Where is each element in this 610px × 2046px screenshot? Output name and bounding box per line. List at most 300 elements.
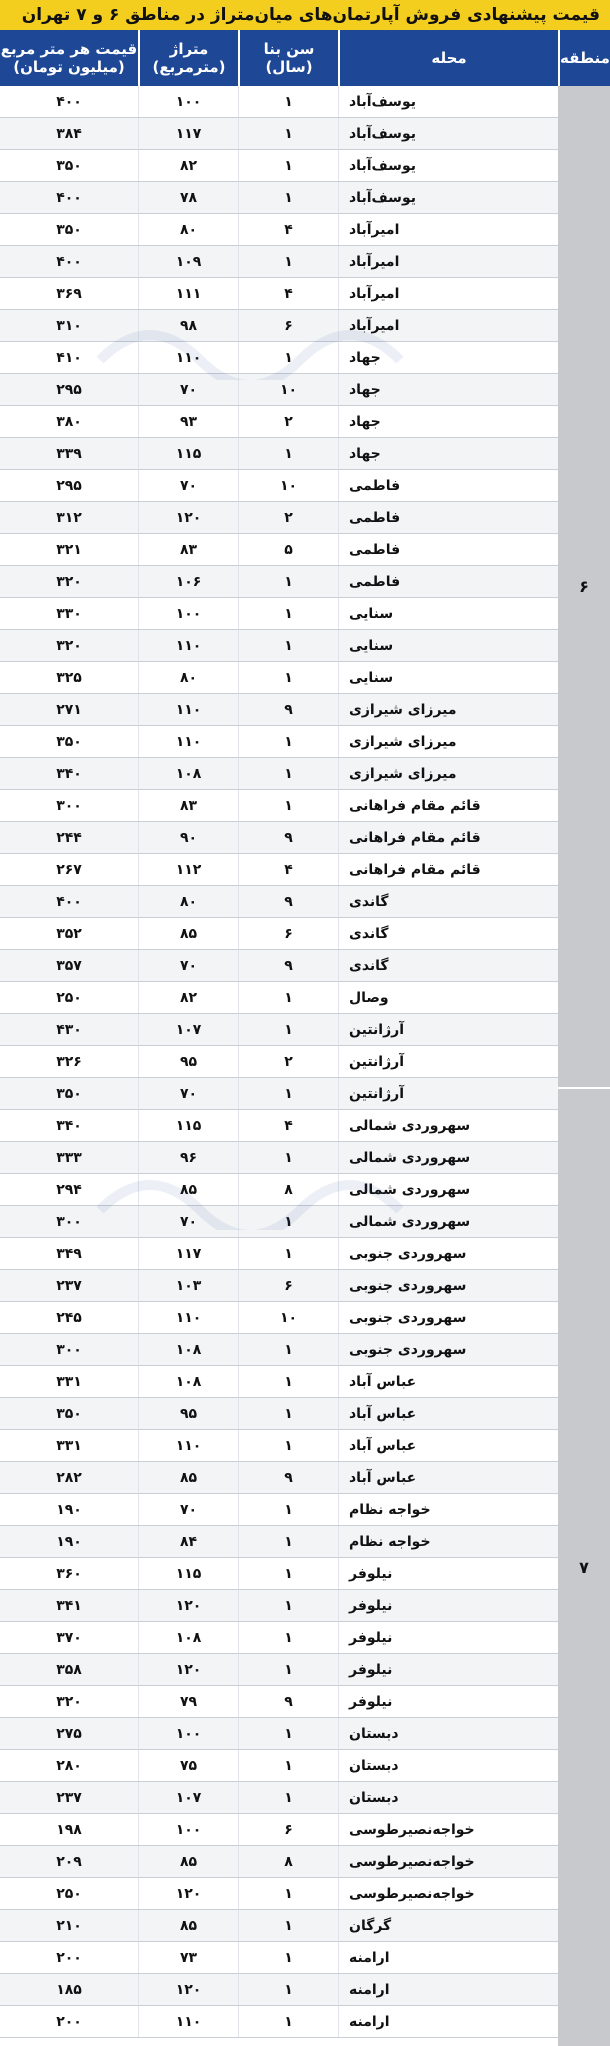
table-row	[0, 1206, 558, 1238]
building-age-cell: ۱	[238, 1590, 338, 1621]
price-cell: ۱۹۰	[56, 1501, 82, 1518]
building-age-cell: ۹	[238, 694, 338, 725]
price-cell: ۳۵۸	[56, 1661, 82, 1678]
neighborhood-cell: آرژانتین	[338, 1014, 558, 1045]
table-row	[0, 822, 558, 854]
price-cell: ۳۳۱	[56, 1437, 82, 1454]
table-row	[0, 1526, 558, 1558]
building-age-cell: ۴	[238, 278, 338, 309]
area-cell: ۱۰۸	[138, 758, 238, 789]
table-row	[0, 1494, 558, 1526]
table-row	[0, 1174, 558, 1206]
price-cell: ۲۶۷	[56, 861, 82, 878]
area-cell: ۱۰۶	[138, 566, 238, 597]
building-age-cell: ۱	[238, 982, 338, 1013]
building-age-cell: ۴	[238, 1110, 338, 1141]
price-cell: ۳۶۹	[56, 285, 82, 302]
neighborhood-cell: یوسف‌آباد	[338, 86, 558, 117]
table-row	[0, 86, 558, 118]
area-cell: ۱۰۰	[138, 1814, 238, 1845]
table-row	[0, 1078, 558, 1110]
area-cell: ۷۰	[138, 470, 238, 501]
building-age-cell: ۱	[238, 1782, 338, 1813]
area-cell: ۸۳	[138, 534, 238, 565]
neighborhood-cell: سنایی	[338, 662, 558, 693]
area-cell: ۱۱۱	[138, 278, 238, 309]
price-cell: ۲۳۷	[56, 1789, 82, 1806]
area-cell: ۸۵	[138, 1462, 238, 1493]
table-row	[0, 1590, 558, 1622]
neighborhood-cell: نیلوفر	[338, 1654, 558, 1685]
neighborhood-cell: گاندی	[338, 886, 558, 917]
building-age-cell: ۱۰	[238, 374, 338, 405]
table-row	[0, 630, 558, 662]
building-age-cell: ۹	[238, 886, 338, 917]
table-row	[0, 758, 558, 790]
neighborhood-cell: سهروردی جنوبی	[338, 1238, 558, 1269]
price-cell: ۳۵۰	[56, 733, 82, 750]
building-age-cell: ۱	[238, 630, 338, 661]
neighborhood-cell: یوسف‌آباد	[338, 118, 558, 149]
neighborhood-cell: نیلوفر	[338, 1622, 558, 1653]
neighborhood-cell: قائم مقام فراهانی	[338, 854, 558, 885]
price-cell: ۲۸۲	[56, 1469, 82, 1486]
area-cell: ۷۰	[138, 1206, 238, 1237]
neighborhood-cell: گرگان	[338, 1910, 558, 1941]
table-row	[0, 278, 558, 310]
table-row	[0, 1910, 558, 1942]
table-row	[0, 566, 558, 598]
neighborhood-cell: نیلوفر	[338, 1686, 558, 1717]
area-cell: ۸۰	[138, 886, 238, 917]
table-body	[0, 86, 610, 2046]
price-cell: ۳۵۰	[56, 157, 82, 174]
table-row	[0, 950, 558, 982]
area-cell: ۸۳	[138, 790, 238, 821]
area-cell: ۱۰۳	[138, 1270, 238, 1301]
table-row	[0, 662, 558, 694]
price-cell: ۳۲۵	[56, 669, 82, 686]
building-age-cell: ۱	[238, 1334, 338, 1365]
neighborhood-cell: سهروردی شمالی	[338, 1110, 558, 1141]
building-age-cell: ۹	[238, 950, 338, 981]
area-cell: ۱۱۰	[138, 694, 238, 725]
neighborhood-cell: میرزای شیرازی	[338, 726, 558, 757]
price-cell: ۳۲۶	[56, 1053, 82, 1070]
table-row	[0, 1718, 558, 1750]
neighborhood-cell: دبستان	[338, 1718, 558, 1749]
building-age-cell: ۱	[238, 1718, 338, 1749]
area-cell: ۱۱۵	[138, 1110, 238, 1141]
building-age-cell: ۱	[238, 790, 338, 821]
table-header	[0, 30, 610, 86]
area-cell: ۱۱۰	[138, 1430, 238, 1461]
neighborhood-cell: خواجه‌نصیرطوسی	[338, 1878, 558, 1909]
neighborhood-cell: آرژانتین	[338, 1078, 558, 1109]
price-cell: ۲۸۰	[56, 1757, 82, 1774]
area-cell: ۷۰	[138, 950, 238, 981]
price-cell: ۴۳۰	[56, 1021, 82, 1038]
table-row	[0, 1430, 558, 1462]
building-age-cell: ۴	[238, 214, 338, 245]
area-cell: ۱۲۰	[138, 1654, 238, 1685]
price-cell: ۳۵۷	[56, 957, 82, 974]
price-cell: ۳۴۹	[56, 1245, 82, 1262]
building-age-cell: ۸	[238, 1174, 338, 1205]
price-cell: ۱۹۰	[56, 1533, 82, 1550]
table-row	[0, 1558, 558, 1590]
area-cell: ۱۱۰	[138, 630, 238, 661]
neighborhood-cell: فاطمی	[338, 534, 558, 565]
neighborhood-cell: سهروردی شمالی	[338, 1206, 558, 1237]
building-age-cell: ۱	[238, 1558, 338, 1589]
price-cell: ۲۹۵	[56, 381, 82, 398]
area-cell: ۱۰۰	[138, 1718, 238, 1749]
building-age-cell: ۱	[238, 1366, 338, 1397]
building-age-cell: ۱	[238, 342, 338, 373]
table-row	[0, 1782, 558, 1814]
neighborhood-cell: فاطمی	[338, 566, 558, 597]
building-age-cell: ۱	[238, 1942, 338, 1973]
building-age-cell: ۱	[238, 2006, 338, 2037]
region-6-cell: ۶	[558, 86, 610, 1089]
building-age-cell: ۱	[238, 1878, 338, 1909]
area-cell: ۸۲	[138, 150, 238, 181]
neighborhood-cell: عباس آباد	[338, 1430, 558, 1461]
price-cell: ۳۴۰	[56, 1117, 82, 1134]
area-cell: ۱۰۷	[138, 1782, 238, 1813]
neighborhood-cell: فاطمی	[338, 470, 558, 501]
table-row	[0, 1878, 558, 1910]
price-cell: ۳۰۰	[56, 1213, 82, 1230]
table-row	[0, 982, 558, 1014]
page-title: قیمت پیشنهادی فروش آپارتمان‌های میان‌متراژ در مناطق ۶ و ۷ تهران	[0, 0, 610, 30]
price-cell: ۴۰۰	[56, 893, 82, 910]
building-age-cell: ۱	[238, 1398, 338, 1429]
area-cell: ۱۱۷	[138, 118, 238, 149]
building-age-cell: ۱	[238, 726, 338, 757]
building-age-cell: ۱	[238, 1494, 338, 1525]
neighborhood-cell: جهاد	[338, 342, 558, 373]
building-age-cell: ۱	[238, 1014, 338, 1045]
table-row	[0, 1110, 558, 1142]
building-age-cell: ۶	[238, 1270, 338, 1301]
price-cell: ۲۴۵	[56, 1309, 82, 1326]
price-cell: ۳۷۰	[56, 1629, 82, 1646]
neighborhood-cell: دبستان	[338, 1782, 558, 1813]
price-cell: ۳۲۰	[56, 637, 82, 654]
building-age-cell: ۵	[238, 534, 338, 565]
building-age-cell: ۱	[238, 1430, 338, 1461]
building-age-cell: ۱	[238, 1526, 338, 1557]
table-row	[0, 854, 558, 886]
neighborhood-cell: عباس آباد	[338, 1366, 558, 1397]
table-row	[0, 534, 558, 566]
price-cell: ۲۹۵	[56, 477, 82, 494]
area-cell: ۱۱۰	[138, 2006, 238, 2037]
table-row	[0, 1366, 558, 1398]
area-cell: ۱۰۷	[138, 1014, 238, 1045]
price-cell: ۳۰۰	[56, 797, 82, 814]
area-cell: ۷۰	[138, 1078, 238, 1109]
area-cell: ۱۱۰	[138, 1302, 238, 1333]
table-row	[0, 790, 558, 822]
neighborhood-cell: جهاد	[338, 374, 558, 405]
neighborhood-cell: خواجه نظام	[338, 1526, 558, 1557]
price-cell: ۱۹۸	[56, 1821, 82, 1838]
area-cell: ۱۰۹	[138, 246, 238, 277]
neighborhood-cell: قائم مقام فراهانی	[338, 822, 558, 853]
area-cell: ۱۱۰	[138, 726, 238, 757]
building-age-cell: ۸	[238, 1846, 338, 1877]
price-cell: ۲۰۰	[56, 1949, 82, 1966]
price-cell: ۳۳۹	[56, 445, 82, 462]
area-cell: ۱۲۰	[138, 1878, 238, 1909]
header-building-age: سن بنا (سال)	[238, 30, 338, 86]
neighborhood-cell: عباس آباد	[338, 1398, 558, 1429]
area-cell: ۹۵	[138, 1046, 238, 1077]
price-cell: ۲۵۰	[56, 1885, 82, 1902]
area-cell: ۱۱۵	[138, 1558, 238, 1589]
table-row	[0, 1334, 558, 1366]
building-age-cell: ۱	[238, 1622, 338, 1653]
neighborhood-cell: ارامنه	[338, 1974, 558, 2005]
neighborhood-cell: امیرآباد	[338, 214, 558, 245]
area-cell: ۷۸	[138, 182, 238, 213]
price-cell: ۳۵۰	[56, 1085, 82, 1102]
building-age-cell: ۱	[238, 1750, 338, 1781]
neighborhood-cell: جهاد	[338, 438, 558, 469]
table-row	[0, 694, 558, 726]
price-cell: ۱۸۵	[56, 1981, 82, 1998]
area-cell: ۹۰	[138, 822, 238, 853]
neighborhood-cell: خواجه نظام	[338, 1494, 558, 1525]
header-price-per-sqm: قیمت هر متر مربع (میلیون تومان)	[0, 40, 138, 76]
area-cell: ۷۰	[138, 374, 238, 405]
price-cell: ۴۱۰	[56, 349, 82, 366]
price-cell: ۳۳۳	[56, 1149, 82, 1166]
area-cell: ۹۵	[138, 1398, 238, 1429]
table-row	[0, 1686, 558, 1718]
building-age-cell: ۱	[238, 118, 338, 149]
table-row	[0, 182, 558, 214]
table-row	[0, 1654, 558, 1686]
price-cell: ۳۴۱	[56, 1597, 82, 1614]
table-row	[0, 1142, 558, 1174]
area-cell: ۹۳	[138, 406, 238, 437]
table-row	[0, 1622, 558, 1654]
price-cell: ۴۰۰	[56, 189, 82, 206]
area-cell: ۸۰	[138, 662, 238, 693]
building-age-cell: ۱	[238, 1142, 338, 1173]
table-row	[0, 214, 558, 246]
building-age-cell: ۶	[238, 918, 338, 949]
building-age-cell: ۹	[238, 1462, 338, 1493]
price-cell: ۳۶۰	[56, 1565, 82, 1582]
building-age-cell: ۲	[238, 502, 338, 533]
area-cell: ۹۶	[138, 1142, 238, 1173]
region-7-cell: ۷	[558, 1089, 610, 2046]
neighborhood-cell: یوسف‌آباد	[338, 150, 558, 181]
neighborhood-cell: دبستان	[338, 1750, 558, 1781]
building-age-cell: ۱	[238, 438, 338, 469]
building-age-cell: ۱	[238, 662, 338, 693]
building-age-cell: ۱	[238, 1910, 338, 1941]
price-cell: ۳۸۴	[56, 125, 82, 142]
area-cell: ۱۰۰	[138, 598, 238, 629]
area-cell: ۸۵	[138, 1174, 238, 1205]
neighborhood-cell: گاندی	[338, 950, 558, 981]
area-cell: ۱۱۰	[138, 342, 238, 373]
neighborhood-cell: قائم مقام فراهانی	[338, 790, 558, 821]
table-row	[0, 502, 558, 534]
area-cell: ۱۲۰	[138, 1590, 238, 1621]
table-row	[0, 150, 558, 182]
table-row	[0, 1750, 558, 1782]
price-cell: ۳۳۱	[56, 1373, 82, 1390]
neighborhood-cell: گاندی	[338, 918, 558, 949]
area-cell: ۹۸	[138, 310, 238, 341]
neighborhood-cell: سهروردی شمالی	[338, 1174, 558, 1205]
area-cell: ۸۵	[138, 1910, 238, 1941]
table-row	[0, 918, 558, 950]
price-cell: ۳۳۰	[56, 605, 82, 622]
table-row	[0, 1942, 558, 1974]
header-region: منطقه	[558, 30, 610, 86]
price-cell: ۲۷۵	[56, 1725, 82, 1742]
table-row	[0, 342, 558, 374]
neighborhood-cell: میرزای شیرازی	[338, 758, 558, 789]
area-cell: ۸۰	[138, 214, 238, 245]
neighborhood-cell: سنایی	[338, 630, 558, 661]
building-age-cell: ۱۰	[238, 1302, 338, 1333]
table-row	[0, 1398, 558, 1430]
neighborhood-cell: نیلوفر	[338, 1590, 558, 1621]
building-age-cell: ۱	[238, 1654, 338, 1685]
table-row	[0, 1814, 558, 1846]
price-cell: ۲۵۰	[56, 989, 82, 1006]
region-column	[558, 86, 610, 2046]
area-cell: ۷۵	[138, 1750, 238, 1781]
neighborhood-cell: سهروردی جنوبی	[338, 1302, 558, 1333]
price-cell: ۲۳۷	[56, 1277, 82, 1294]
building-age-cell: ۲	[238, 1046, 338, 1077]
building-age-cell: ۹	[238, 822, 338, 853]
area-cell: ۸۴	[138, 1526, 238, 1557]
neighborhood-cell: سهروردی شمالی	[338, 1142, 558, 1173]
neighborhood-cell: میرزای شیرازی	[338, 694, 558, 725]
area-cell: ۱۰۰	[138, 86, 238, 117]
table-row	[0, 1014, 558, 1046]
table-row	[0, 886, 558, 918]
area-cell: ۷۹	[138, 1686, 238, 1717]
neighborhood-cell: امیرآباد	[338, 246, 558, 277]
building-age-cell: ۱	[238, 182, 338, 213]
table-row	[0, 1846, 558, 1878]
price-cell: ۳۲۰	[56, 573, 82, 590]
table-row	[0, 726, 558, 758]
building-age-cell: ۴	[238, 854, 338, 885]
table-row	[0, 470, 558, 502]
building-age-cell: ۱	[238, 150, 338, 181]
neighborhood-cell: یوسف‌آباد	[338, 182, 558, 213]
table-row	[0, 1462, 558, 1494]
price-cell: ۲۹۴	[56, 1181, 82, 1198]
price-cell: ۴۰۰	[56, 253, 82, 270]
building-age-cell: ۹	[238, 1686, 338, 1717]
price-cell: ۳۲۰	[56, 1693, 82, 1710]
table-row	[0, 374, 558, 406]
price-cell: ۳۱۰	[56, 317, 82, 334]
price-cell: ۲۰۰	[56, 2013, 82, 2030]
header-neighborhood: محله	[338, 30, 558, 86]
building-age-cell: ۲	[238, 406, 338, 437]
table-row	[0, 246, 558, 278]
neighborhood-cell: ارامنه	[338, 1942, 558, 1973]
area-cell: ۱۱۷	[138, 1238, 238, 1269]
building-age-cell: ۱	[238, 598, 338, 629]
building-age-cell: ۱۰	[238, 470, 338, 501]
table-row	[0, 1046, 558, 1078]
price-cell: ۳۸۰	[56, 413, 82, 430]
price-cell: ۳۱۲	[56, 509, 82, 526]
neighborhood-cell: نیلوفر	[338, 1558, 558, 1589]
neighborhood-cell: وصال	[338, 982, 558, 1013]
table-row	[0, 1302, 558, 1334]
table-row	[0, 2006, 558, 2038]
table-row	[0, 1238, 558, 1270]
table-row	[0, 598, 558, 630]
table-rows	[0, 86, 558, 2046]
neighborhood-cell: امیرآباد	[338, 278, 558, 309]
building-age-cell: ۱	[238, 566, 338, 597]
area-cell: ۷۳	[138, 1942, 238, 1973]
area-cell: ۸۲	[138, 982, 238, 1013]
building-age-cell: ۶	[238, 310, 338, 341]
price-cell: ۳۰۰	[56, 1341, 82, 1358]
table-row	[0, 438, 558, 470]
neighborhood-cell: جهاد	[338, 406, 558, 437]
neighborhood-cell: خواجه‌نصیرطوسی	[338, 1846, 558, 1877]
area-cell: ۱۲۰	[138, 1974, 238, 2005]
table-row	[0, 118, 558, 150]
price-cell: ۲۱۰	[56, 1917, 82, 1934]
building-age-cell: ۶	[238, 1814, 338, 1845]
building-age-cell: ۱	[238, 1206, 338, 1237]
price-cell: ۲۷۱	[56, 701, 82, 718]
building-age-cell: ۱	[238, 1974, 338, 2005]
table-row	[0, 1270, 558, 1302]
neighborhood-cell: خواجه‌نصیرطوسی	[338, 1814, 558, 1845]
price-cell: ۲۴۴	[56, 829, 82, 846]
area-cell: ۱۰۸	[138, 1366, 238, 1397]
building-age-cell: ۱	[238, 1238, 338, 1269]
area-cell: ۷۰	[138, 1494, 238, 1525]
price-cell: ۲۰۹	[56, 1853, 82, 1870]
neighborhood-cell: فاطمی	[338, 502, 558, 533]
header-area: متراژ (مترمربع)	[138, 30, 238, 86]
neighborhood-cell: سنایی	[338, 598, 558, 629]
neighborhood-cell: ارامنه	[338, 2006, 558, 2037]
building-age-cell: ۱	[238, 1078, 338, 1109]
area-cell: ۱۰۸	[138, 1334, 238, 1365]
neighborhood-cell: امیرآباد	[338, 310, 558, 341]
building-age-cell: ۱	[238, 246, 338, 277]
neighborhood-cell: عباس آباد	[338, 1462, 558, 1493]
price-cell: ۳۵۲	[56, 925, 82, 942]
area-cell: ۸۵	[138, 918, 238, 949]
table-row	[0, 406, 558, 438]
